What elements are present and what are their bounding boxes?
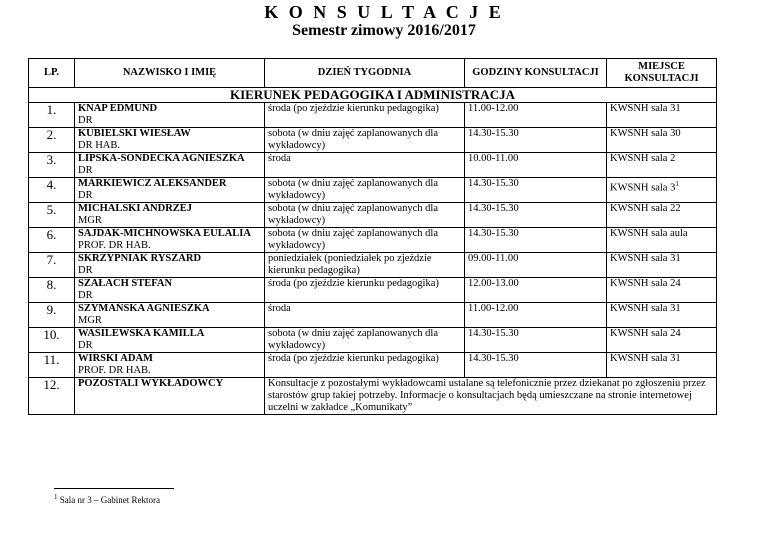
- row-degree: DR: [78, 340, 93, 351]
- row-degree: DR: [78, 290, 93, 301]
- row-day: poniedziałek (poniedziałek po zjeździe kierunku pedagogika): [265, 253, 465, 278]
- row-name: SKRZYPNIAK RYSZARD: [78, 253, 202, 264]
- row-hours: 14.30-15.30: [465, 128, 607, 153]
- table-row: [29, 128, 717, 153]
- row-lp: 7.: [29, 253, 75, 278]
- row-place-cell: [607, 103, 717, 128]
- footnote: [54, 493, 160, 505]
- row-name: LIPSKA-SONDECKA AGNIESZKA: [78, 153, 245, 164]
- row-place-cell: [607, 178, 717, 203]
- row-hours: 14.30-15.30: [465, 353, 607, 378]
- row-day: środa (po zjeździe kierunku pedagogika): [265, 103, 465, 128]
- row-day: środa (po zjeździe kierunku pedagogika): [265, 353, 465, 378]
- row-name: MARKIEWICZ ALEKSANDER: [78, 178, 227, 189]
- row-day: sobota (w dniu zajęć zaplanowanych dla wykładowcy): [265, 203, 465, 228]
- row-degree: MGR: [78, 315, 102, 326]
- row-place: KWSNH sala 24: [610, 328, 681, 339]
- row-place: KWSNH sala 22: [610, 203, 681, 214]
- row-lp: 11.: [29, 353, 75, 378]
- row-lp: 1.: [29, 103, 75, 128]
- row-name-cell: [75, 328, 265, 353]
- row-name-cell: [75, 378, 265, 415]
- row-hours: 14.30-15.30: [465, 228, 607, 253]
- row-day: sobota (w dniu zajęć zaplanowanych dla wykładowcy): [265, 128, 465, 153]
- row-day: sobota (w dniu zajęć zaplanowanych dla wykładowcy): [265, 228, 465, 253]
- row-name-cell: [75, 278, 265, 303]
- row-name-cell: [75, 203, 265, 228]
- row-name: WIRSKI ADAM: [78, 353, 153, 364]
- page-title: K O N S U L T A C J E: [264, 2, 504, 22]
- row-name: WASILEWSKA KAMILLA: [78, 328, 205, 339]
- row-name-cell: [75, 253, 265, 278]
- table-row: [29, 178, 717, 203]
- row-place: KWSNH sala 31: [610, 103, 681, 114]
- row-lp: 12.: [29, 378, 75, 415]
- row-hours: 14.30-15.30: [465, 178, 607, 203]
- row-degree: PROF. DR HAB.: [78, 365, 151, 376]
- row-name-cell: [75, 178, 265, 203]
- row-day: sobota (w dniu zajęć zaplanowanych dla wykładowcy): [265, 328, 465, 353]
- table-row: [29, 253, 717, 278]
- table-row: [29, 303, 717, 328]
- row-place: KWSNH sala 24: [610, 278, 681, 289]
- footnote-text: Sala nr 3 – Gabinet Rektora: [59, 495, 160, 505]
- table-row: [29, 328, 717, 353]
- others-note: Konsultacje z pozostałymi wykładowcami ustalane są telefonicznie przez dziekanat po zgłoszeniu przez starostów grup takiej potrzeby. Informacje o konsultacjach będą umieszczane na stronie internetowej uczelni w zakładce „Komunikaty”: [265, 378, 717, 415]
- row-place-cell: [607, 228, 717, 253]
- row-place-cell: [607, 303, 717, 328]
- row-place: KWSNH sala 30: [610, 128, 681, 139]
- row-lp: 9.: [29, 303, 75, 328]
- row-hours: 14.30-15.30: [465, 203, 607, 228]
- row-name-cell: [75, 153, 265, 178]
- row-place-cell: [607, 128, 717, 153]
- row-place-cell: [607, 278, 717, 303]
- row-lp: 8.: [29, 278, 75, 303]
- row-hours: 10.00-11.00: [465, 153, 607, 178]
- table-row: [29, 153, 717, 178]
- page-subtitle: Semestr zimowy 2016/2017: [292, 22, 476, 39]
- footnote-divider: [54, 488, 174, 489]
- footnote-mark: 1: [54, 493, 58, 501]
- table-row: [29, 203, 717, 228]
- row-degree: MGR: [78, 215, 102, 226]
- col-header-hours: GODZINY KONSULTACJI: [465, 59, 607, 88]
- row-lp: 10.: [29, 328, 75, 353]
- row-day: środa (po zjeździe kierunku pedagogika): [265, 278, 465, 303]
- row-place: KWSNH sala aula: [610, 228, 688, 239]
- row-day: sobota (w dniu zajęć zaplanowanych dla wykładowcy): [265, 178, 465, 203]
- row-name: SAJDAK-MICHNOWSKA EULALIA: [78, 228, 251, 239]
- row-name: SZAŁACH STEFAN: [78, 278, 173, 289]
- row-degree: PROF. DR HAB.: [78, 240, 151, 251]
- row-name-cell: [75, 353, 265, 378]
- table-row: [29, 278, 717, 303]
- row-place: KWSNH sala 2: [610, 153, 676, 164]
- row-hours: 11.00-12.00: [465, 303, 607, 328]
- row-place: KWSNH sala 31: [610, 253, 681, 264]
- section-row: [29, 88, 717, 103]
- row-degree: DR HAB.: [78, 140, 121, 151]
- col-header-day: DZIEŃ TYGODNIA: [265, 59, 465, 88]
- row-name: MICHALSKI ANDRZEJ: [78, 203, 193, 214]
- table-row: [29, 103, 717, 128]
- row-name-cell: [75, 228, 265, 253]
- col-header-place: MIEJSCE KONSULTACJI: [607, 59, 717, 88]
- row-hours: 11.00-12.00: [465, 103, 607, 128]
- row-place-cell: [607, 328, 717, 353]
- row-lp: 5.: [29, 203, 75, 228]
- row-name: KNAP EDMUND: [78, 103, 158, 114]
- row-lp: 4.: [29, 178, 75, 203]
- row-hours: 09.00-11.00: [465, 253, 607, 278]
- row-name-cell: [75, 303, 265, 328]
- col-header-name: NAZWISKO I IMIĘ: [75, 59, 265, 88]
- row-name: KUBIELSKI WIESŁAW: [78, 128, 191, 139]
- row-lp: 3.: [29, 153, 75, 178]
- table-header-row: [29, 59, 717, 88]
- row-lp: 2.: [29, 128, 75, 153]
- row-place-cell: [607, 353, 717, 378]
- row-day: środa: [265, 303, 465, 328]
- col-header-lp: LP.: [29, 59, 75, 88]
- row-hours: 12.00-13.00: [465, 278, 607, 303]
- row-place-cell: [607, 203, 717, 228]
- table-row: [29, 353, 717, 378]
- row-name: SZYMAŃSKA AGNIESZKA: [78, 303, 210, 314]
- table-row-others: [29, 378, 717, 415]
- row-lp: 6.: [29, 228, 75, 253]
- row-degree: DR: [78, 190, 93, 201]
- footnote-ref: 1: [675, 180, 679, 188]
- row-hours: 14.30-15.30: [465, 328, 607, 353]
- row-name-cell: [75, 128, 265, 153]
- table-row: [29, 228, 717, 253]
- row-degree: DR: [78, 115, 93, 126]
- row-place-cell: [607, 253, 717, 278]
- row-degree: DR: [78, 265, 93, 276]
- row-place: KWSNH sala 31: [610, 353, 681, 364]
- row-place: KWSNH sala 3: [610, 182, 676, 194]
- row-name-cell: [75, 103, 265, 128]
- row-place: KWSNH sala 31: [610, 303, 681, 314]
- consultation-table: [28, 58, 717, 415]
- row-place-cell: [607, 153, 717, 178]
- row-degree: DR: [78, 165, 93, 176]
- section-title: KIERUNEK PEDAGOGIKA I ADMINISTRACJA: [29, 88, 717, 103]
- row-day: środa: [265, 153, 465, 178]
- row-name: POZOSTALI WYKŁADOWCY: [78, 378, 224, 389]
